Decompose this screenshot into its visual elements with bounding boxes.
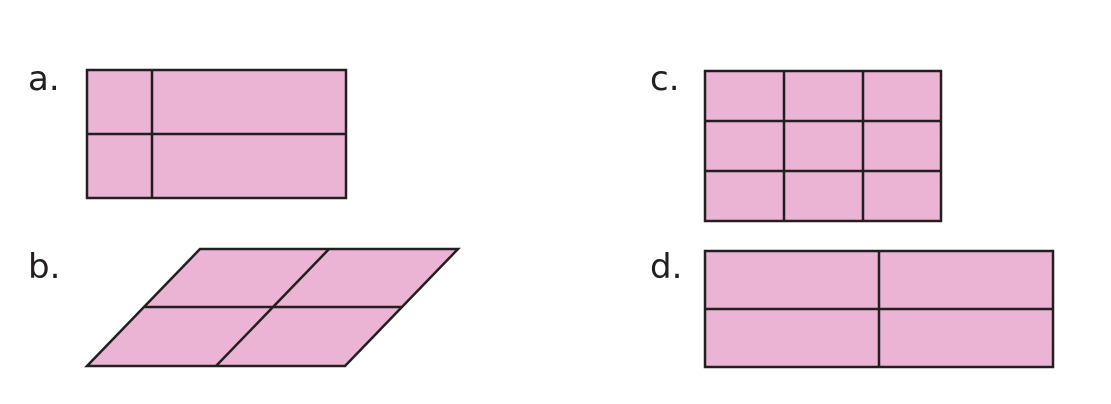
figure-d xyxy=(705,251,1053,367)
figure-c xyxy=(705,71,941,221)
figure-b-label: b. xyxy=(28,247,61,287)
figure-b xyxy=(87,249,458,366)
figure-d-label: d. xyxy=(650,247,683,287)
figure-c-label: c. xyxy=(650,59,680,99)
figure-a-label: a. xyxy=(28,59,60,99)
figure-c-rectangle xyxy=(705,71,941,221)
figure-a xyxy=(87,70,346,198)
